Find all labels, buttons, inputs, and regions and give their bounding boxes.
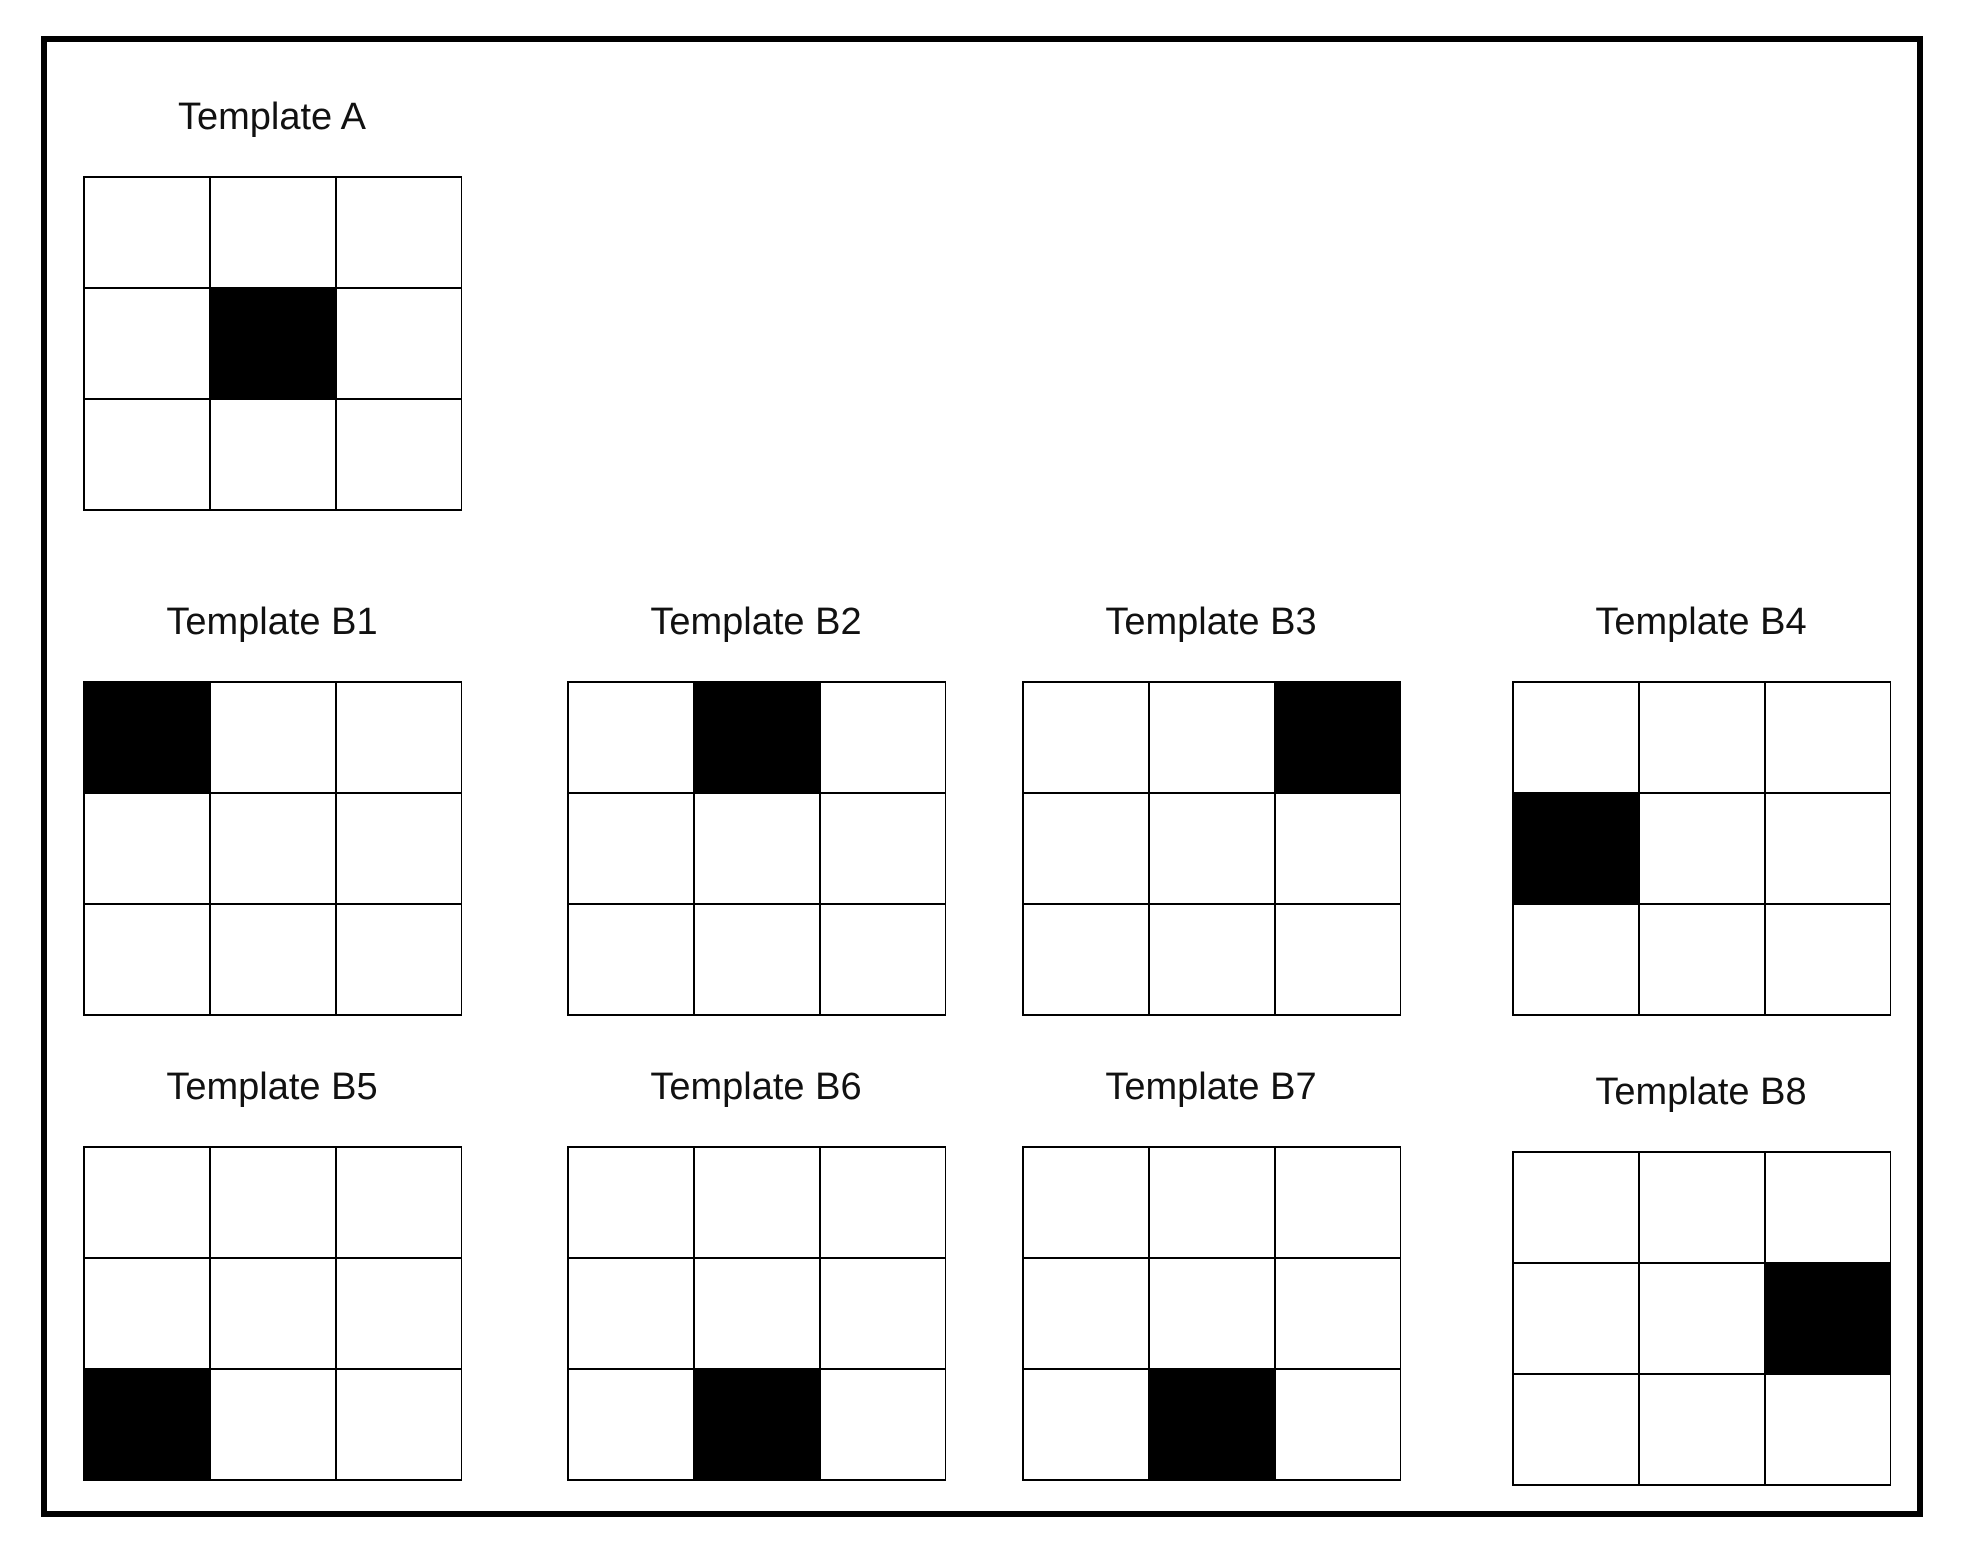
grid-cell	[694, 1147, 820, 1258]
grid-cell	[1765, 682, 1891, 793]
grid-cell-filled	[694, 1369, 820, 1480]
grid-cell	[84, 399, 210, 510]
grid-cell	[84, 177, 210, 288]
grid-cell	[1275, 793, 1401, 904]
template-grid	[1511, 680, 1891, 1016]
grid-cell	[1023, 793, 1149, 904]
grid-cell	[1149, 904, 1275, 1015]
grid-cell	[1513, 1152, 1639, 1263]
grid-cell	[1275, 1369, 1401, 1480]
grid-cell	[1765, 904, 1891, 1015]
grid-cell	[694, 793, 820, 904]
grid-cell	[568, 1258, 694, 1369]
grid-cell	[1023, 1369, 1149, 1480]
grid-cell	[84, 1147, 210, 1258]
grid-cell	[84, 904, 210, 1015]
grid-cell	[1513, 682, 1639, 793]
grid-cell	[1639, 1152, 1765, 1263]
template-title: Template B1	[166, 601, 378, 643]
template-grid	[566, 1145, 946, 1481]
grid-cell	[820, 1369, 946, 1480]
grid-cell	[210, 793, 336, 904]
template-grid	[1511, 1150, 1891, 1486]
grid-cell	[336, 288, 462, 399]
grid-cell	[1513, 1263, 1639, 1374]
grid-cell	[336, 177, 462, 288]
grid-cell	[1023, 1258, 1149, 1369]
grid-cell	[820, 682, 946, 793]
grid-cell	[1023, 682, 1149, 793]
grid-cell-filled	[694, 682, 820, 793]
grid-cell	[1275, 904, 1401, 1015]
grid-cell	[1765, 1152, 1891, 1263]
grid-cell	[1765, 793, 1891, 904]
grid-cell	[210, 1369, 336, 1480]
grid-cell	[84, 793, 210, 904]
grid-cell	[336, 1147, 462, 1258]
grid-cell-filled	[84, 682, 210, 793]
grid-cell-filled	[1275, 682, 1401, 793]
grid-cell	[336, 793, 462, 904]
grid-cell	[210, 682, 336, 793]
grid-cell	[568, 1147, 694, 1258]
template-title: Template B3	[1105, 601, 1317, 643]
template-title: Template B5	[166, 1066, 378, 1108]
grid-cell	[568, 682, 694, 793]
grid-cell	[1149, 682, 1275, 793]
template-grid	[1021, 1145, 1401, 1481]
grid-cell	[1639, 682, 1765, 793]
template-title: Template B6	[650, 1066, 862, 1108]
grid-cell	[210, 1147, 336, 1258]
grid-cell	[1513, 1374, 1639, 1485]
grid-cell	[568, 1369, 694, 1480]
grid-cell	[1275, 1147, 1401, 1258]
template-title: Template B8	[1595, 1071, 1807, 1113]
grid-cell	[820, 1147, 946, 1258]
template-title: Template B2	[650, 601, 862, 643]
grid-cell	[84, 1258, 210, 1369]
grid-cell	[1149, 793, 1275, 904]
template-title: Template A	[178, 96, 366, 138]
grid-cell	[568, 793, 694, 904]
grid-cell	[820, 904, 946, 1015]
grid-cell	[1513, 904, 1639, 1015]
grid-cell	[1149, 1147, 1275, 1258]
grid-cell	[336, 1369, 462, 1480]
grid-cell	[694, 1258, 820, 1369]
grid-cell	[336, 682, 462, 793]
grid-cell	[1639, 1374, 1765, 1485]
grid-cell	[694, 904, 820, 1015]
grid-cell	[210, 399, 336, 510]
grid-cell	[336, 399, 462, 510]
grid-cell	[1023, 1147, 1149, 1258]
grid-cell-filled	[1513, 793, 1639, 904]
grid-cell	[1639, 904, 1765, 1015]
grid-cell	[336, 1258, 462, 1369]
grid-cell	[568, 904, 694, 1015]
grid-cell	[210, 1258, 336, 1369]
template-grid	[1021, 680, 1401, 1016]
grid-cell-filled	[1765, 1263, 1891, 1374]
grid-cell	[1149, 1258, 1275, 1369]
grid-cell	[210, 177, 336, 288]
grid-cell-filled	[84, 1369, 210, 1480]
grid-cell	[1023, 904, 1149, 1015]
template-grid	[566, 680, 946, 1016]
template-title: Template B7	[1105, 1066, 1317, 1108]
grid-cell	[1275, 1258, 1401, 1369]
template-grid	[82, 1145, 462, 1481]
grid-cell	[1639, 793, 1765, 904]
grid-cell	[336, 904, 462, 1015]
grid-cell-filled	[210, 288, 336, 399]
template-grid	[82, 175, 462, 511]
grid-cell	[210, 904, 336, 1015]
grid-cell	[1639, 1263, 1765, 1374]
template-title: Template B4	[1595, 601, 1807, 643]
grid-cell	[820, 793, 946, 904]
grid-cell	[84, 288, 210, 399]
template-grid	[82, 680, 462, 1016]
grid-cell	[1765, 1374, 1891, 1485]
grid-cell-filled	[1149, 1369, 1275, 1480]
grid-cell	[820, 1258, 946, 1369]
